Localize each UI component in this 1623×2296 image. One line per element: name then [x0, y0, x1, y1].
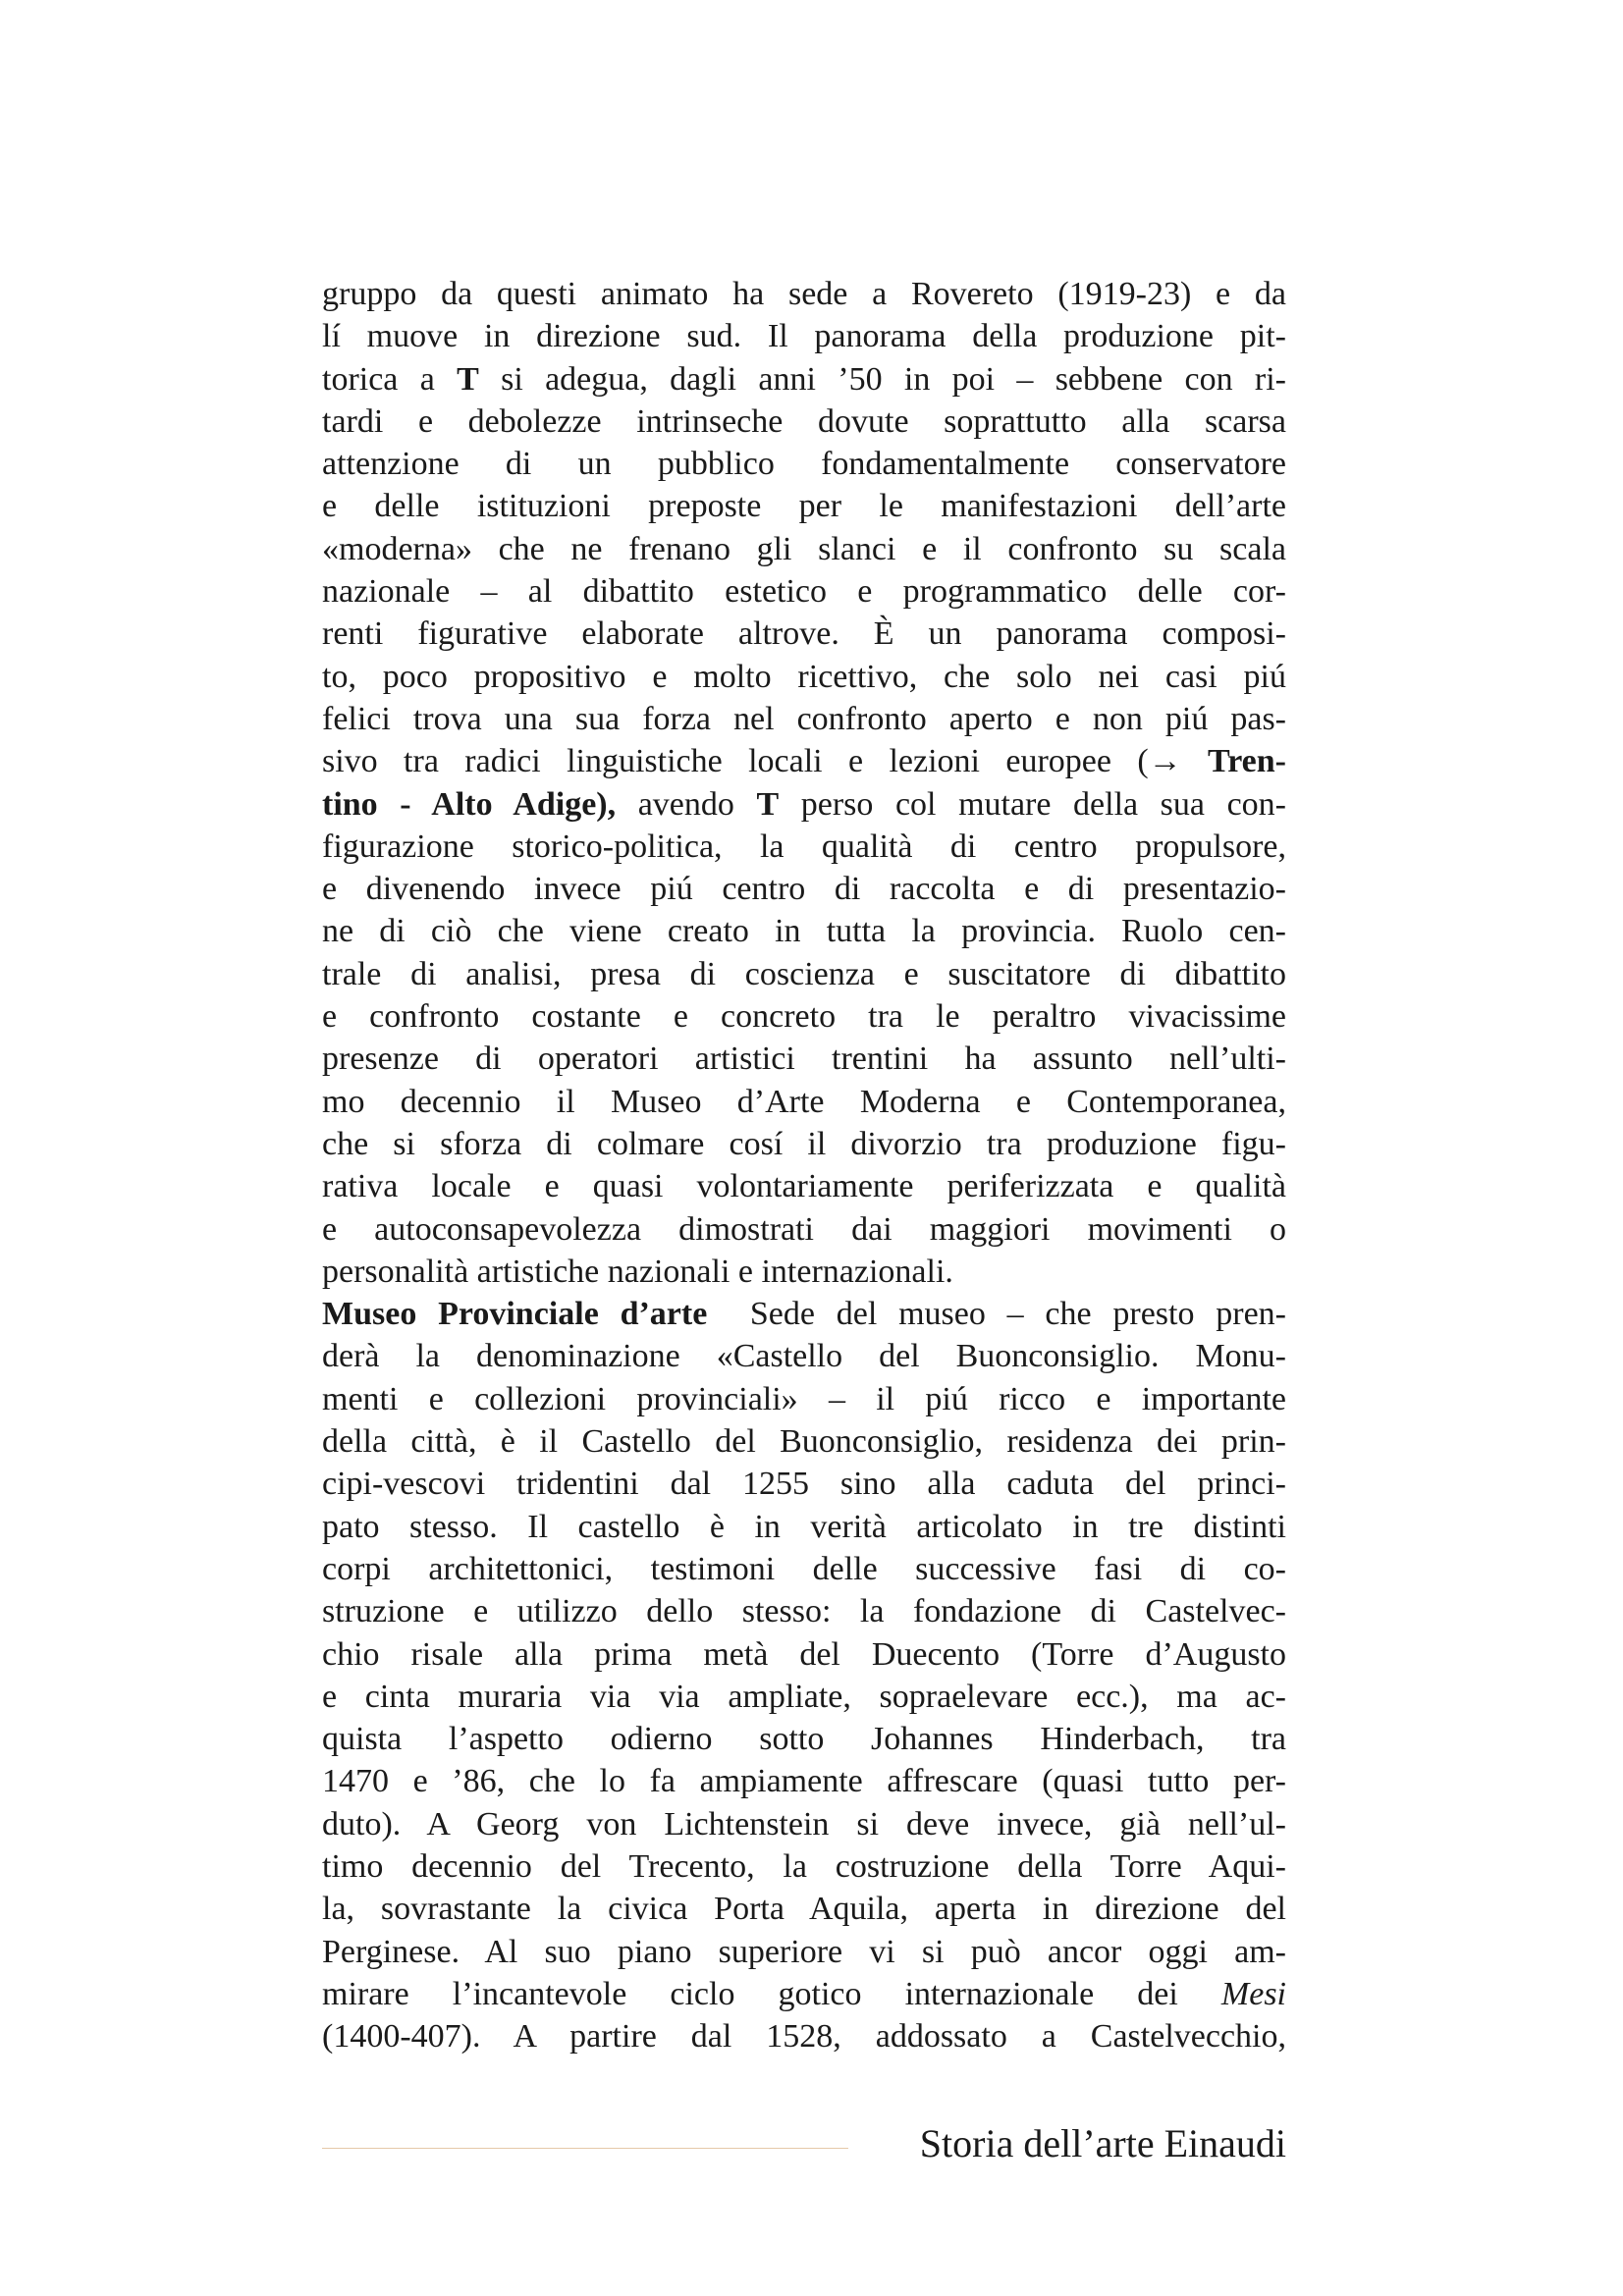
text-line	[322, 358, 1286, 400]
text-line	[322, 656, 1286, 698]
text-run: perso col mutare della sua con-	[779, 785, 1286, 823]
text-run: la, sovrastante la civica Porta Aquila, aperta in direzione del	[322, 1891, 1286, 1928]
text-run: (1400-407). A partire dal 1528, addossato a Castelvecchio,	[322, 2018, 1286, 2056]
text-line	[322, 315, 1286, 357]
text-run: presenze di operatori artistici trentini ha assunto nell’ulti-	[322, 1041, 1286, 1078]
text-line	[322, 868, 1286, 910]
text-run: che si sforza di colmare cosí il divorzio tra produzione figu-	[322, 1125, 1286, 1162]
text-run: Perginese. Al suo piano superiore vi si può ancor oggi am-	[322, 1933, 1286, 1970]
text-line	[322, 1803, 1286, 1845]
text-run: e divenendo invece piú centro di raccolta e di presentazio-	[322, 871, 1286, 908]
text-run: 1470 e ’86, che lo fa ampiamente affrescare (quasi tutto per-	[322, 1763, 1286, 1800]
text-run: si adegua, dagli anni ’50 in poi – sebbene con ri-	[478, 360, 1286, 398]
text-run: personalità artistiche nazionali e internazionali.	[322, 1253, 953, 1290]
text-line	[322, 953, 1286, 995]
text-line	[322, 1973, 1286, 2015]
text-run: lí muove in direzione sud. Il panorama della produzione pit-	[322, 318, 1286, 355]
text-line	[322, 1293, 1286, 1335]
text-line	[322, 1506, 1286, 1548]
text-line	[322, 2015, 1286, 2057]
text-run: gruppo da questi animato ha sede a Rovereto (1919-23) e da	[322, 276, 1286, 312]
footer-rule	[322, 2148, 848, 2149]
text-run: tardi e debolezze intrinseche dovute soprattutto alla scarsa	[322, 402, 1286, 440]
text-run: e autoconsapevolezza dimostrati dai maggiori movimenti o	[322, 1210, 1286, 1248]
text-line	[322, 1208, 1286, 1251]
text-line	[322, 1165, 1286, 1207]
text-line	[322, 1845, 1286, 1888]
bold-text-run: T	[756, 785, 780, 823]
text-line	[322, 826, 1286, 868]
text-run: trale di analisi, presa di coscienza e suscitatore di dibattito	[322, 955, 1286, 992]
text-run: e cinta muraria via via ampliate, sopraelevare ecc.), ma ac-	[322, 1678, 1286, 1715]
text-line	[322, 995, 1286, 1038]
text-line	[322, 910, 1286, 952]
text-line	[322, 1931, 1286, 1973]
text-run: to, poco propositivo e molto ricettivo, che solo nei casi piú	[322, 658, 1286, 695]
text-line	[322, 570, 1286, 613]
text-run: timo decennio del Trecento, la costruzione della Torre Aqui-	[322, 1847, 1286, 1885]
text-run: cipi-vescovi tridentini dal 1255 sino alla caduta del princi-	[322, 1466, 1286, 1503]
text-line	[322, 783, 1286, 826]
text-run: mo decennio il Museo d’Arte Moderna e Contemporanea,	[322, 1083, 1286, 1120]
text-run: chio risale alla prima metà del Duecento (Torre d’Augusto	[322, 1635, 1286, 1673]
text-run: struzione e utilizzo dello stesso: la fondazione di Castelvec-	[322, 1593, 1286, 1630]
text-run: mirare l’incantevole ciclo gotico internazionale dei	[322, 1975, 1221, 2012]
bold-text-run: tino - Alto Adige),	[322, 785, 617, 823]
text-run: e delle istituzioni preposte per le manifestazioni dell’arte	[322, 488, 1286, 525]
text-run: torica a	[322, 360, 458, 398]
body-text	[322, 273, 1286, 2057]
text-run: derà la denominazione «Castello del Buonconsiglio. Monu-	[322, 1338, 1286, 1375]
text-line	[322, 400, 1286, 443]
text-run: «moderna» che ne frenano gli slanci e il confronto su scala	[322, 530, 1286, 567]
text-line	[322, 698, 1286, 740]
text-run: rativa locale e quasi volontariamente periferizzata e qualità	[322, 1168, 1286, 1205]
text-line	[322, 485, 1286, 527]
text-line	[322, 1081, 1286, 1123]
bold-text-run: Museo Provinciale d’arte	[322, 1296, 708, 1333]
text-line	[322, 1760, 1286, 1802]
text-run: pato stesso. Il castello è in verità articolato in tre distinti	[322, 1508, 1286, 1545]
text-line	[322, 1590, 1286, 1632]
text-line	[322, 1251, 1286, 1293]
text-line	[322, 273, 1286, 315]
text-run: menti e collezioni provinciali» – il piú ricco e importante	[322, 1380, 1286, 1417]
text-line	[322, 1548, 1286, 1590]
text-line	[322, 528, 1286, 570]
text-line	[322, 1676, 1286, 1718]
text-line	[322, 1420, 1286, 1463]
text-line	[322, 1335, 1286, 1377]
text-run: sivo tra radici linguistiche locali e lezioni europee (→	[322, 743, 1209, 780]
text-run: e confronto costante e concreto tra le peraltro vivacissime	[322, 998, 1286, 1036]
italic-text-run: Mesi	[1220, 1975, 1286, 2012]
text-line	[322, 1378, 1286, 1420]
text-line	[322, 1038, 1286, 1080]
text-run: attenzione di un pubblico fondamentalmente conservatore	[322, 446, 1286, 483]
text-run: corpi architettonici, testimoni delle successive fasi di co-	[322, 1550, 1286, 1587]
text-line	[322, 1633, 1286, 1676]
text-run: renti figurative elaborate altrove. È un panorama composi-	[322, 615, 1286, 653]
footer-title: Storia dell’arte Einaudi	[919, 2121, 1286, 2165]
text-run: duto). A Georg von Lichtenstein si deve invece, già nell’ul-	[322, 1805, 1286, 1842]
bold-text-run: T	[457, 360, 479, 398]
text-line	[322, 1718, 1286, 1760]
text-line	[322, 613, 1286, 655]
text-line	[322, 1463, 1286, 1505]
text-line	[322, 740, 1286, 782]
text-run: nazionale – al dibattito estetico e programmatico delle cor-	[322, 573, 1286, 611]
text-run: ne di ciò che viene creato in tutta la provincia. Ruolo cen-	[322, 913, 1286, 950]
text-run: figurazione storico-politica, la qualità di centro propulsore,	[322, 828, 1286, 865]
text-run: della città, è il Castello del Buonconsiglio, residenza dei prin-	[322, 1423, 1286, 1461]
text-line	[322, 1123, 1286, 1165]
text-line	[322, 443, 1286, 485]
text-run: felici trova una sua forza nel confronto aperto e non piú pas-	[322, 700, 1286, 737]
text-run: avendo	[616, 785, 757, 823]
text-run: Sede del museo – che presto pren-	[707, 1296, 1287, 1333]
bold-text-run: Tren-	[1208, 743, 1286, 780]
text-run: quista l’aspetto odierno sotto Johannes Hinderbach, tra	[322, 1721, 1286, 1758]
text-line	[322, 1888, 1286, 1930]
